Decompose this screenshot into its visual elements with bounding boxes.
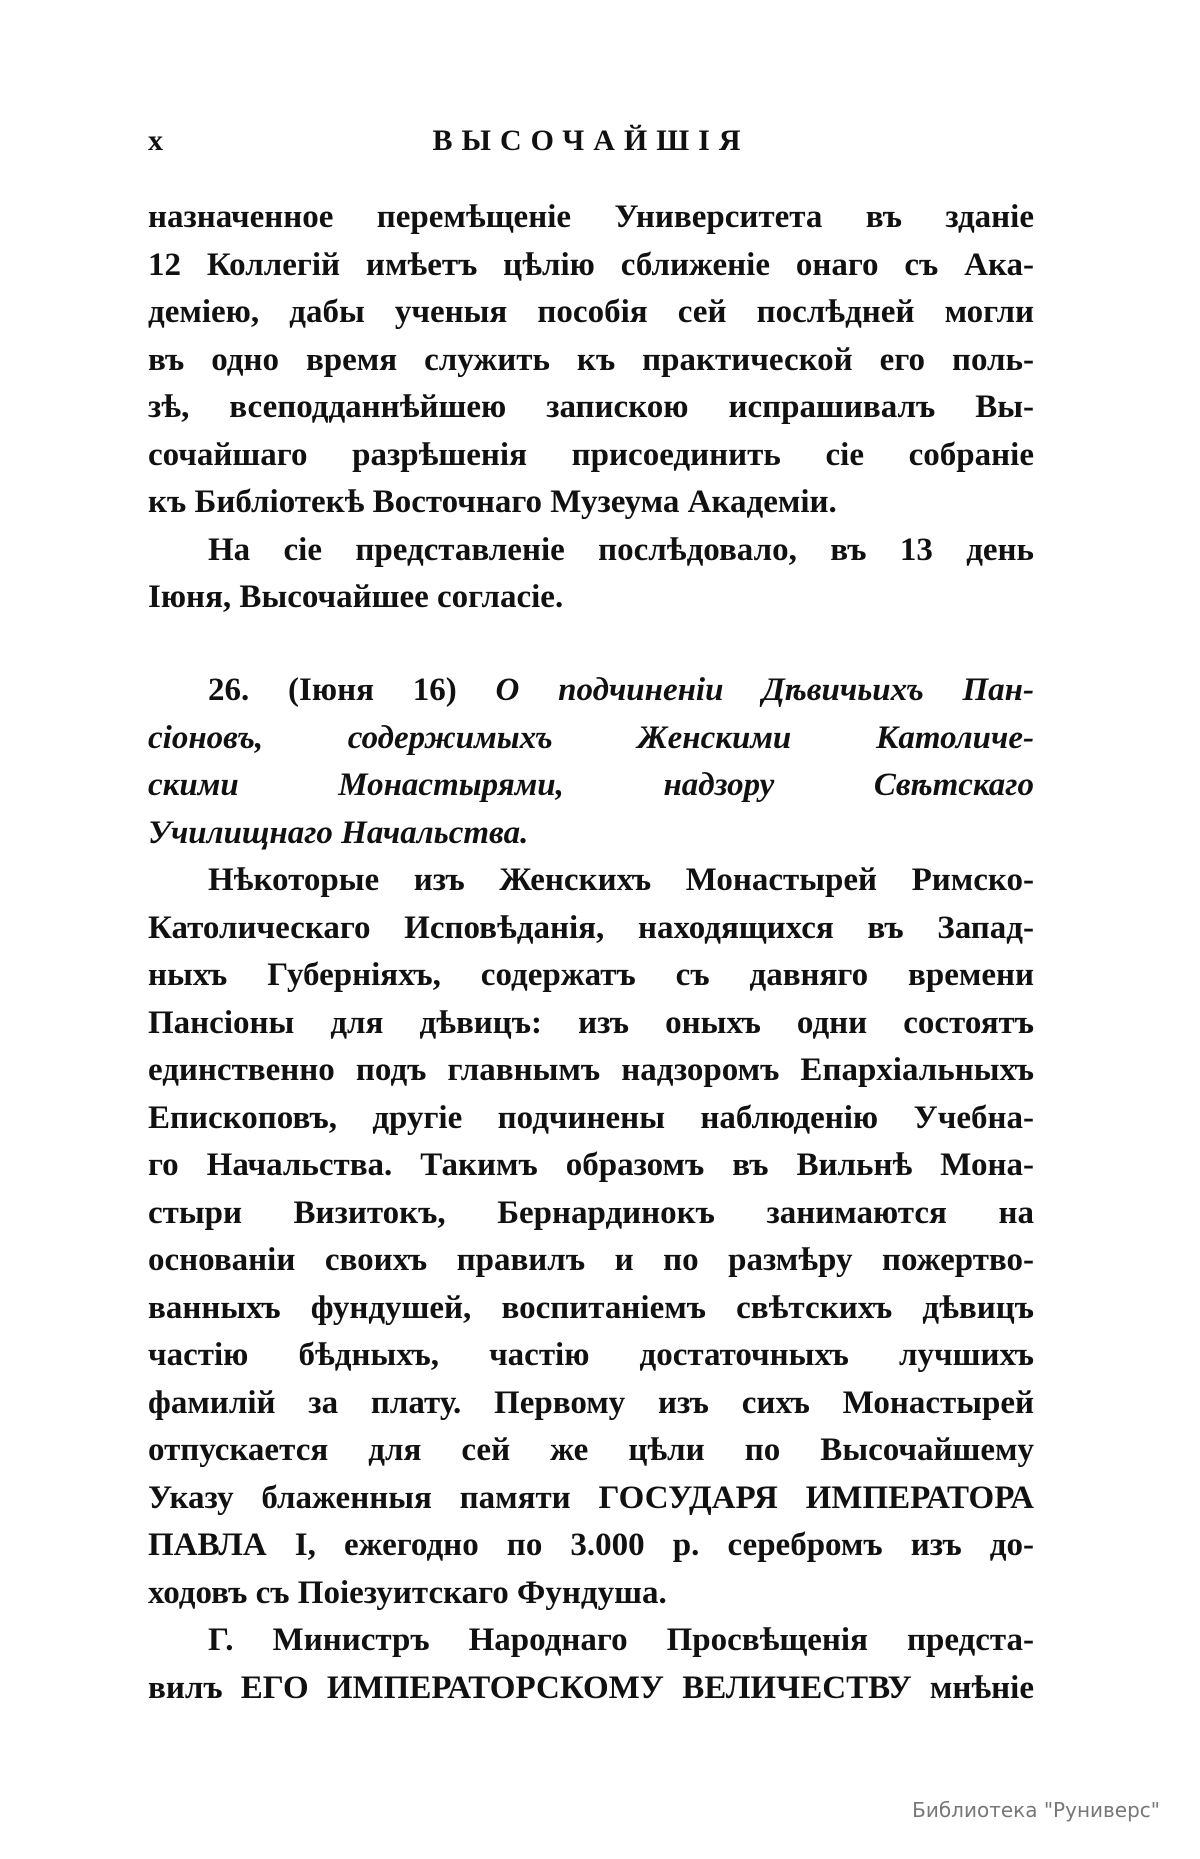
text-line: ходовъ съ Поіезуитскаго Фундуша. [148,1574,667,1611]
section-title: О подчиненіи Дѣвичьихъ Пан- [495,672,1034,708]
text-line: го Начальства. Такимъ образомъ въ Вильнѣ Мона- [148,1147,1034,1183]
text-line: къ Библіотекѣ Восточнаго Музеума Академіи. [148,484,837,520]
text-line: зѣ, всеподданнѣйшею запискою испрашивалъ Вы- [148,389,1034,425]
text-line: фамилій за плату. Первому изъ сихъ Монастырей [148,1384,1034,1421]
text-line: Іюня, Высочайшее согласіе. [148,579,564,615]
text-line: въ одно время служить къ практической его поль- [148,341,1034,378]
text-line: Католическаго Исповѣданія, находящихся въ Запад- [148,909,1034,946]
text-line: На сіе представленіе послѣдовало, въ 13 день [208,531,1034,568]
text-line: деміею, дабы ученыя пособія сей послѣдней могли [148,294,1034,330]
library-watermark: Библиотека "Руниверс" [912,1798,1160,1822]
section-title: сіоновъ, содержимыхъ Женскими Католиче- [148,719,1034,756]
paragraph-1 [148,194,1034,622]
text-line: сочайшаго разрѣшенія присоединить сіе собраніе [148,436,1034,473]
page-number: x [148,124,163,157]
text-line: Епископовъ, другіе подчинены наблюденію Учебна- [148,1099,1034,1136]
text-line: Указу блаженныя памяти ГОСУДАРЯ ИМПЕРАТОРА [148,1479,1034,1516]
section-26 [148,667,1034,1712]
text-line: единственно подъ главнымъ надзоромъ Епархіальныхъ [148,1052,1034,1088]
text-line: вилъ ЕГО ИМПЕРАТОРСКОМУ ВЕЛИЧЕСТВУ мнѣніе [148,1669,1034,1706]
running-header [148,124,1034,172]
text-line: ныхъ Губерніяхъ, содержатъ съ давняго времени [148,957,1034,993]
text-line: Пансіоны для дѣвицъ: изъ оныхъ одни состоятъ [148,1004,1034,1041]
text-line: Нѣкоторые изъ Женскихъ Монастырей Римско- [208,862,1034,898]
text-line: основаніи своихъ правилъ и по размѣру пожертво- [148,1242,1034,1278]
section-heading-line [148,667,1034,715]
running-title: ВЫСОЧАЙШІЯ [432,124,750,157]
section-title: Училищнаго Начальства. [148,814,529,851]
text-line: ванныхъ фундушей, воспитаніемъ свѣтскихъ дѣвицъ [148,1289,1034,1326]
text-line: отпускается для сей же цѣли по Высочайшему [148,1432,1034,1468]
section-title: скими Монастырями, надзору Свѣтскаго [148,767,1034,803]
text-line: 12 Коллегій имѣетъ цѣлію сближеніе онаго съ Ака- [148,246,1034,283]
text-line: частію бѣдныхъ, частію достаточныхъ лучшихъ [148,1337,1034,1373]
text-line: стыри Визитокъ, Бернардинокъ занимаются на [148,1194,1034,1231]
text-line: назначенное перемѣщеніе Университета въ зданіе [148,199,1034,235]
text-line: Г. Министръ Народнаго Просвѣщенія предста- [208,1622,1034,1658]
section-number-date: 26. (Іюня 16) [208,672,457,708]
text-line: ПАВЛА I, ежегодно по 3.000 р. серебромъ изъ до- [148,1527,1034,1563]
